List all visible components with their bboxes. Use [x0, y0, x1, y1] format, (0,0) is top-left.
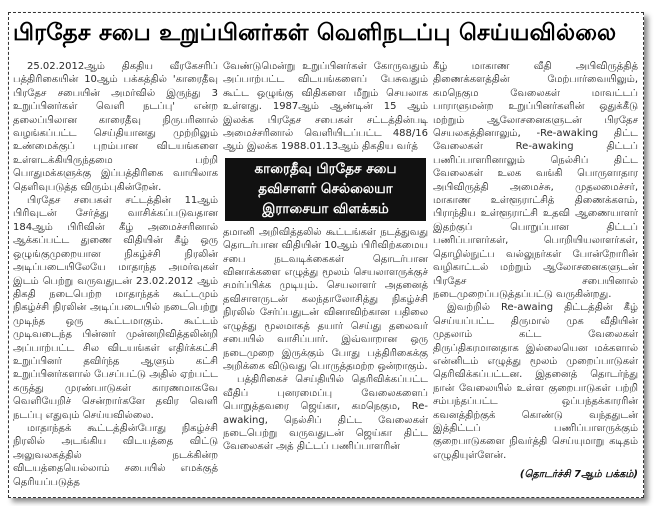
- paragraph: கீழ் மாகாண வீதி அபிவிருத்தித் திணைக்களத்தின் மேற்பார்வையிலும், கமநெகும வேலைகள் மாவட்டப் பாராளுமன்ற உறுப்பினர்களின் ஒதுக்கீடு மற்றும் ஆலோசனைகளுடன் பிரதேச செயலகத்தினாலும், -Re-awaking திட்ட வேலைகள் Re-awaking திட்டப் பணிப்பாளரினாலும் நெல்சிப் திட்ட வேலைகள் உலக வங்கி பொருளாதார அபிவிருத்தி அமைச்சு, முதலமைச்சர், மாகாண உள்ளூராட்சித் திணைக்களம், பிராந்திய உள்ளூராட்சி உதவி ஆணையாளர் இதற்குப் பொறுப்பான திட்டப் பணிப்பாளர்கள், பொறியியலாளர்கள், தொழில்நுட்ப வல்லுநர்கள் போன்றோரின் வழிகாட்டல் மற்றும் ஆலோசனைகளுடன் பிரதேச சபையினால் நடைமுறைப்படுத்தப்பட்டு வருகின்றது.: [433, 61, 638, 300]
- newspaper-clipping: [8, 12, 644, 498]
- paragraph: வேண்டுமென்று உறுப்பினர்கள் கோருவதும் அப்பாற்பட்ட விடயங்களைப் பேசுவதும் கூட்ட ஒழுங்கு விதிகளை மீறும் செயலாக உள்ளது. 1987ஆம் ஆண்டின் 15 ஆம் இலக்க பிரதேச சபைகள் சட்டத்தின்படி அமைச்சரினால் வெளியிடப்பட்ட 488/16 ஆம் இலக்க 1988.01.13ஆம் திகதிய வர்த்: [223, 61, 428, 153]
- subheading-line: தவிசாளர் செல்லையா: [258, 180, 393, 197]
- subheading-box: [225, 158, 426, 221]
- paragraph: 25.02.2012ஆம் திகதிய வீரகேசரிப் பத்திரிகையின் 10ஆம் பக்கத்தில் 'காரைதீவு பிரதேச சபையின் அமர்வில் இருந்து 3 உறுப்பினர்கள் வெளி நடப்பு' என்ற தலைப்பிலான காரைதீவு நிருபரினால் வழங்கப்பட்ட செய்தியானது முற்றிலும் உண்மைக்குப் புறம்பான விடயங்களை உள்ளடக்கியிருந்தமை பற்றி பொதுமக்களுக்கு இப்பத்திரிகை வாயிலாக தெளிவுபடுத்த விரும்புகின்றேன்.: [13, 61, 218, 193]
- column-1: [13, 60, 218, 489]
- paragraph: மாதாந்தக் கூட்டத்தின்போது நிகழ்ச்சி நிரலில் அடங்கிய விடயத்தை விட்டு அலுவலகத்தில் நடக்கின்ற விடயத்தையெல்லாம் சபையில் எமக்குத் தெரியப்படுத்த: [13, 422, 218, 488]
- paragraph: இவற்றில் Re-awaing திட்டத்தின் கீழ் செய்யப்பட்ட திருமால் முக வீதியின் முதலாம் கட்ட வேலைகள் திருப்திகரமானதாக இல்லையென மக்களால் என்னிடம் எழுத்து மூலம் முறைப்பாடுகள் தெரிவிக்கப்பட்டன. இதனைத் தொடர்ந்து நான் வேலையில் உள்ள குறைபாடுகள் பற்றி சம்பந்தப்பட்ட ஒப்பந்தக்காரரின் கவனத்திற்குக் கொண்டு வந்ததுடன் இத்திட்டப் பணிப்பாளருக்கும் குறைபாடுகளை நிவர்த்தி செய்யுமாறு கடிதம் எழுதியுள்ளேன்.: [433, 302, 638, 461]
- continued-note: (தொடர்ச்சி 7ஆம் பக்கம்): [519, 469, 638, 481]
- column-2: [223, 60, 428, 454]
- subheading-line: இராசையா விளக்கம்: [262, 200, 389, 217]
- paragraph: தமானி அறிவித்தலில் கூட்டங்கள் நடத்துவது தொடர்பான விதியின் 10ஆம் பிரிவிற்கமைய சபை நடவடிக்கைகள் தொடர்பான வினாக்களை எழுத்து மூலம் செயலாளருக்குச் சமர்ப்பிக்க முடியும். செயலாளர் அதனைத் தவிசாளருடன் கலந்தாலோசித்து நிகழ்ச்சி நிரலில் சேர்ப்பதுடன் வினாவிற்கான பதிலை எழுத்து மூலமாகத் தயார் செய்து தலைவர் சபையில் வாசிப்பார். இவ்வாறான ஒரு நடைமுறை இருக்கும் போது பத்திரிகைக்கு அறிக்கை விடுவது பொருத்தமற்ற ஒன்றாகும்.: [223, 226, 428, 372]
- article-columns: [13, 60, 638, 489]
- column-3: [433, 60, 638, 482]
- paragraph: பிரதேச சபைகள் சட்டத்தின் 11ஆம் பிரிவுடன் சேர்த்து வாசிக்கப்படுவதான 184ஆம் பிரிவின் கீழ் அமைச்சரினால் ஆக்கப்பட்ட துணை விதியின் கீழ் ஒரு ஒழுங்குமுறையான நிகழ்ச்சி நிரலின் அடிப்படையிலேயே மாதாந்த அமர்வுகள் இடம் பெற்று வருவதுடன் 23.02.2012 ஆம் திகதி நடைபெற்ற மாதாந்தக் கூட்டமும் நிகழ்ச்சி நிரலின் அடிப்படையில் நடைபெற்று முடிந்த ஒரு கூட்டமாகும். கூட்டம் முடிவடைந்த பின்னர் முன்னறிவித்தலின்றி அப்பாற்பட்ட சில விடயங்கள் எதிர்க்கட்சி உறுப்பினர் தவிர்ந்த ஆளும் கட்சி உறுப்பினர்களால் பேசப்பட்டு அதில் ஏற்பட்ட கருத்து முரண்பாடுகள் காரணமாகவே வெளியேறிச் சென்றார்களே தவிர வெளி நடப்பு எதுவும் செய்யவில்லை.: [13, 195, 218, 421]
- subheading-line: காரைதீவு பிரதேச சபை: [254, 160, 397, 177]
- headline: பிரதேச சபை உறுப்பினர்கள் வெளிநடப்பு செய்யவில்லை: [13, 20, 617, 46]
- paragraph: பத்திரிகைச் செய்தியில் தெரிவிக்கப்பட்ட வீதிப் புனரமைப்பு வேலைகளைப் பொறுத்தவரை ஜெய்கா, கமநெகும, Re-awaking, நெல்சிப் திட்ட வேலைகள் நடைபெற்று வருவதுடன் ஜெய்கா திட்ட வேலைகள் அத் திட்டப் பணிப்பாளரின்: [223, 374, 428, 453]
